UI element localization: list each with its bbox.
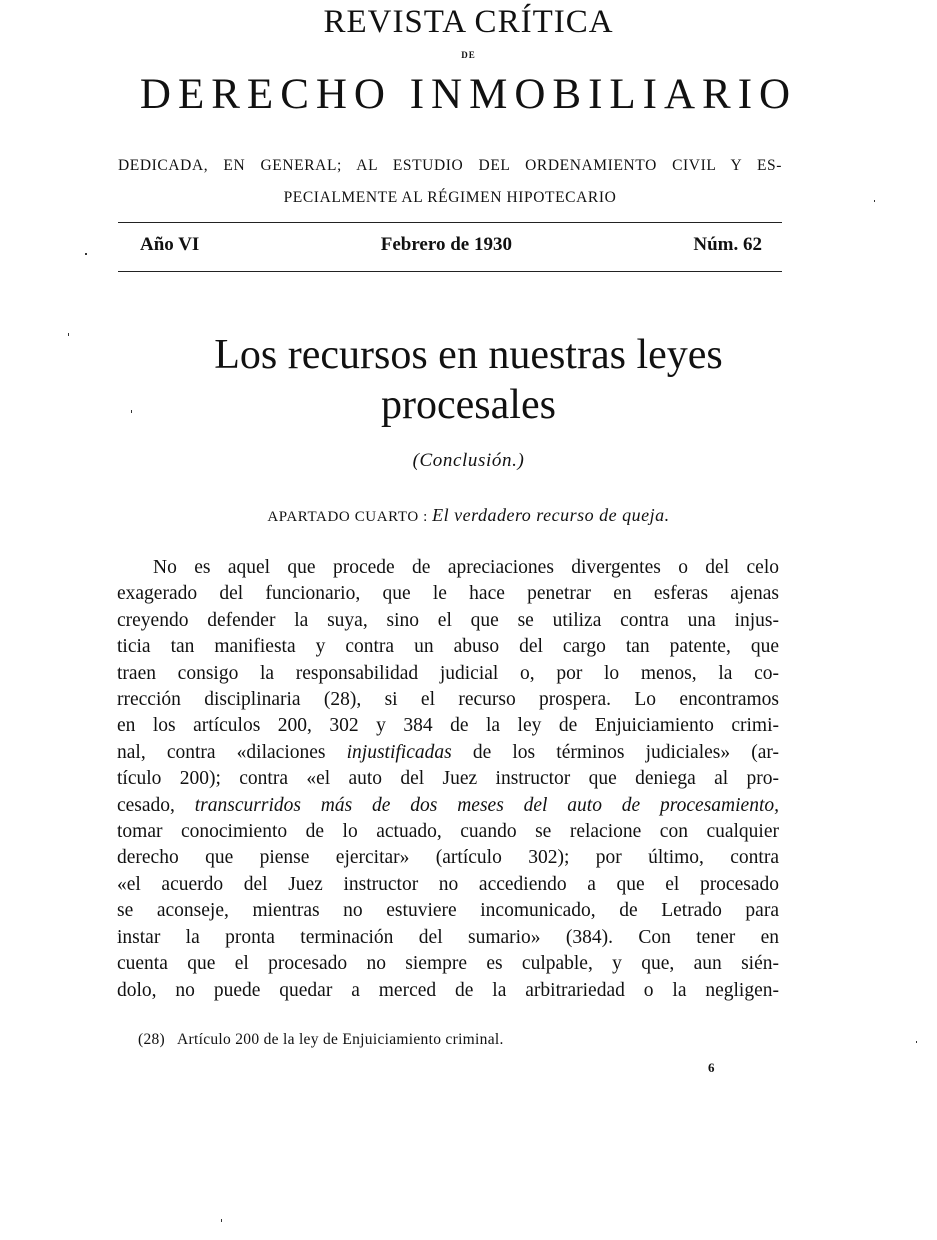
scan-speck — [874, 200, 875, 202]
footnote — [138, 1031, 504, 1049]
body-line: dolo, no puede quedar a merced de la arbitrariedad o la negligen- — [117, 979, 779, 1001]
body-line: cuenta que el procesado no siempre es culpable, y que, aun sién- — [117, 953, 779, 975]
scan-speck — [131, 410, 132, 413]
section-label: APARTADO CUARTO : — [267, 509, 428, 525]
article-title-line: procesales — [381, 382, 556, 428]
article-title — [0, 330, 937, 430]
article-body — [117, 555, 779, 1004]
body-text-run: de los términos judiciales» (ar- — [451, 741, 779, 763]
body-line: instar la pronta terminación del sumario» (384). Con tener en — [117, 926, 779, 948]
scan-speck — [221, 1219, 222, 1222]
footnote-text: Artículo 200 de la ley de Enjuiciamiento criminal. — [177, 1031, 504, 1048]
footnote-number: (28) — [138, 1031, 166, 1048]
body-line: exagerado del funcionario, que le hace penetrar en esferas ajenas — [117, 583, 779, 605]
body-line: creyendo defender la suya, sino el que se utiliza contra una injus- — [117, 609, 779, 631]
scan-speck — [916, 1041, 917, 1043]
journal-dedication — [118, 150, 782, 214]
body-line: en los artículos 200, 302 y 384 de la ley de Enjuiciamiento crimi- — [117, 715, 779, 737]
scan-speck — [68, 333, 69, 336]
article-title-line: Los recursos en nuestras leyes — [214, 332, 723, 378]
body-line: traen consigo la responsabilidad judicial o, por lo menos, la co- — [117, 662, 779, 684]
body-line: tomar conocimiento de lo actuado, cuando se relacione con cualquier — [117, 821, 779, 843]
body-italic-run: injustificadas — [346, 741, 452, 763]
article-subtitle: (Conclusión.) — [412, 450, 525, 471]
body-line — [117, 793, 779, 819]
body-line: No es aquel que procede de apreciaciones divergentes o del celo — [153, 557, 779, 578]
body-line: tículo 200); contra «el auto del Juez instructor que deniega al pro- — [117, 768, 779, 790]
dedication-line: DEDICADA, EN GENERAL; AL ESTUDIO DEL ORDENAMIENTO CIVIL Y ES- — [118, 157, 782, 174]
header-rule-top — [118, 222, 782, 223]
body-line: ticia tan manifiesta y contra un abuso del cargo tan patente, que — [117, 636, 779, 658]
body-text-run: cesado, — [117, 794, 195, 816]
dedication-line: PECIALMENTE AL RÉGIMEN HIPOTECARIO — [283, 189, 617, 206]
issue-info-row — [140, 231, 762, 259]
page-number: 6 — [708, 1060, 715, 1075]
section-title: El verdadero recurso de queja. — [432, 505, 670, 525]
issue-year: Año VI — [140, 234, 200, 255]
body-line: rrección disciplinaria (28), si el recurso prospera. Lo encontramos — [117, 689, 779, 711]
body-line — [117, 740, 779, 766]
header-rule-bottom — [118, 271, 782, 272]
body-line: derecho que piense ejercitar» (artículo 302); por último, contra — [117, 847, 779, 869]
journal-main-title: DERECHO INMOBILIARIO — [139, 71, 798, 118]
body-line: «el acuerdo del Juez instructor no accediendo a que el procesado — [117, 873, 779, 895]
body-line: se aconseje, mientras no estuviere incomunicado, de Letrado para — [117, 900, 779, 922]
body-text-run: nal, contra «dilaciones — [117, 741, 347, 763]
issue-date: Febrero de 1930 — [380, 234, 512, 255]
scan-speck — [85, 253, 87, 255]
body-italic-run: transcurridos más de dos meses del auto de procesamiento, — [194, 794, 779, 816]
section-heading — [0, 505, 937, 526]
journal-title: REVISTA CRÍTICA — [323, 4, 614, 40]
journal-title-connector: DE — [461, 50, 476, 60]
issue-number: Núm. 62 — [693, 234, 762, 255]
